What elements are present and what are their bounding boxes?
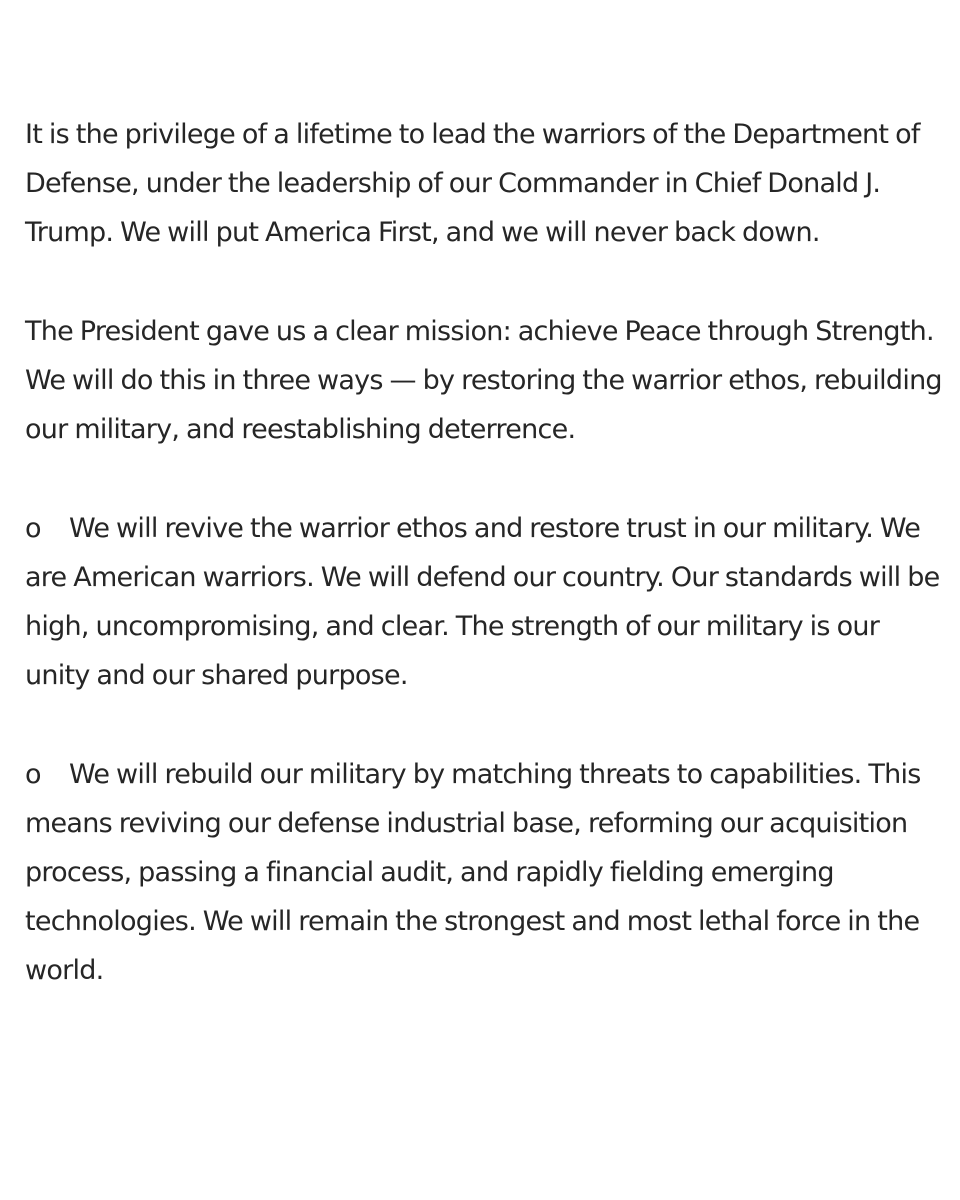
bullet-item-warrior-ethos <box>25 504 945 701</box>
paragraph-mission: The President gave us a clear mission: achieve Peace through Strength. We will do this in three ways — by restoring the warrior ethos, rebuilding our military, and reestablishing deterrence. <box>25 315 942 446</box>
bullet-marker: o <box>25 512 41 544</box>
bullet-marker: o <box>25 758 41 790</box>
bullet-item-rebuild-military <box>25 750 945 996</box>
bullet-text: We will rebuild our military by matching threats to capabilities. This means reviving our defense industrial base, reforming our acquisition process, passing a financial audit, and rapidly fielding emerging technologies. We will remain the strongest and most lethal force in the world. <box>25 758 921 987</box>
paragraph-intro: It is the privilege of a lifetime to lead the warriors of the Department of Defense, under the leadership of our Commander in Chief Donald J. Trump. We will put America First, and we will never back down. <box>25 119 920 249</box>
bullet-text: We will revive the warrior ethos and restore trust in our military. We are American warriors. We will defend our country. Our standards will be high, uncompromising, and clear. The strength of our military is our unity and our shared purpose. <box>25 512 940 692</box>
document-body <box>25 110 945 1045</box>
